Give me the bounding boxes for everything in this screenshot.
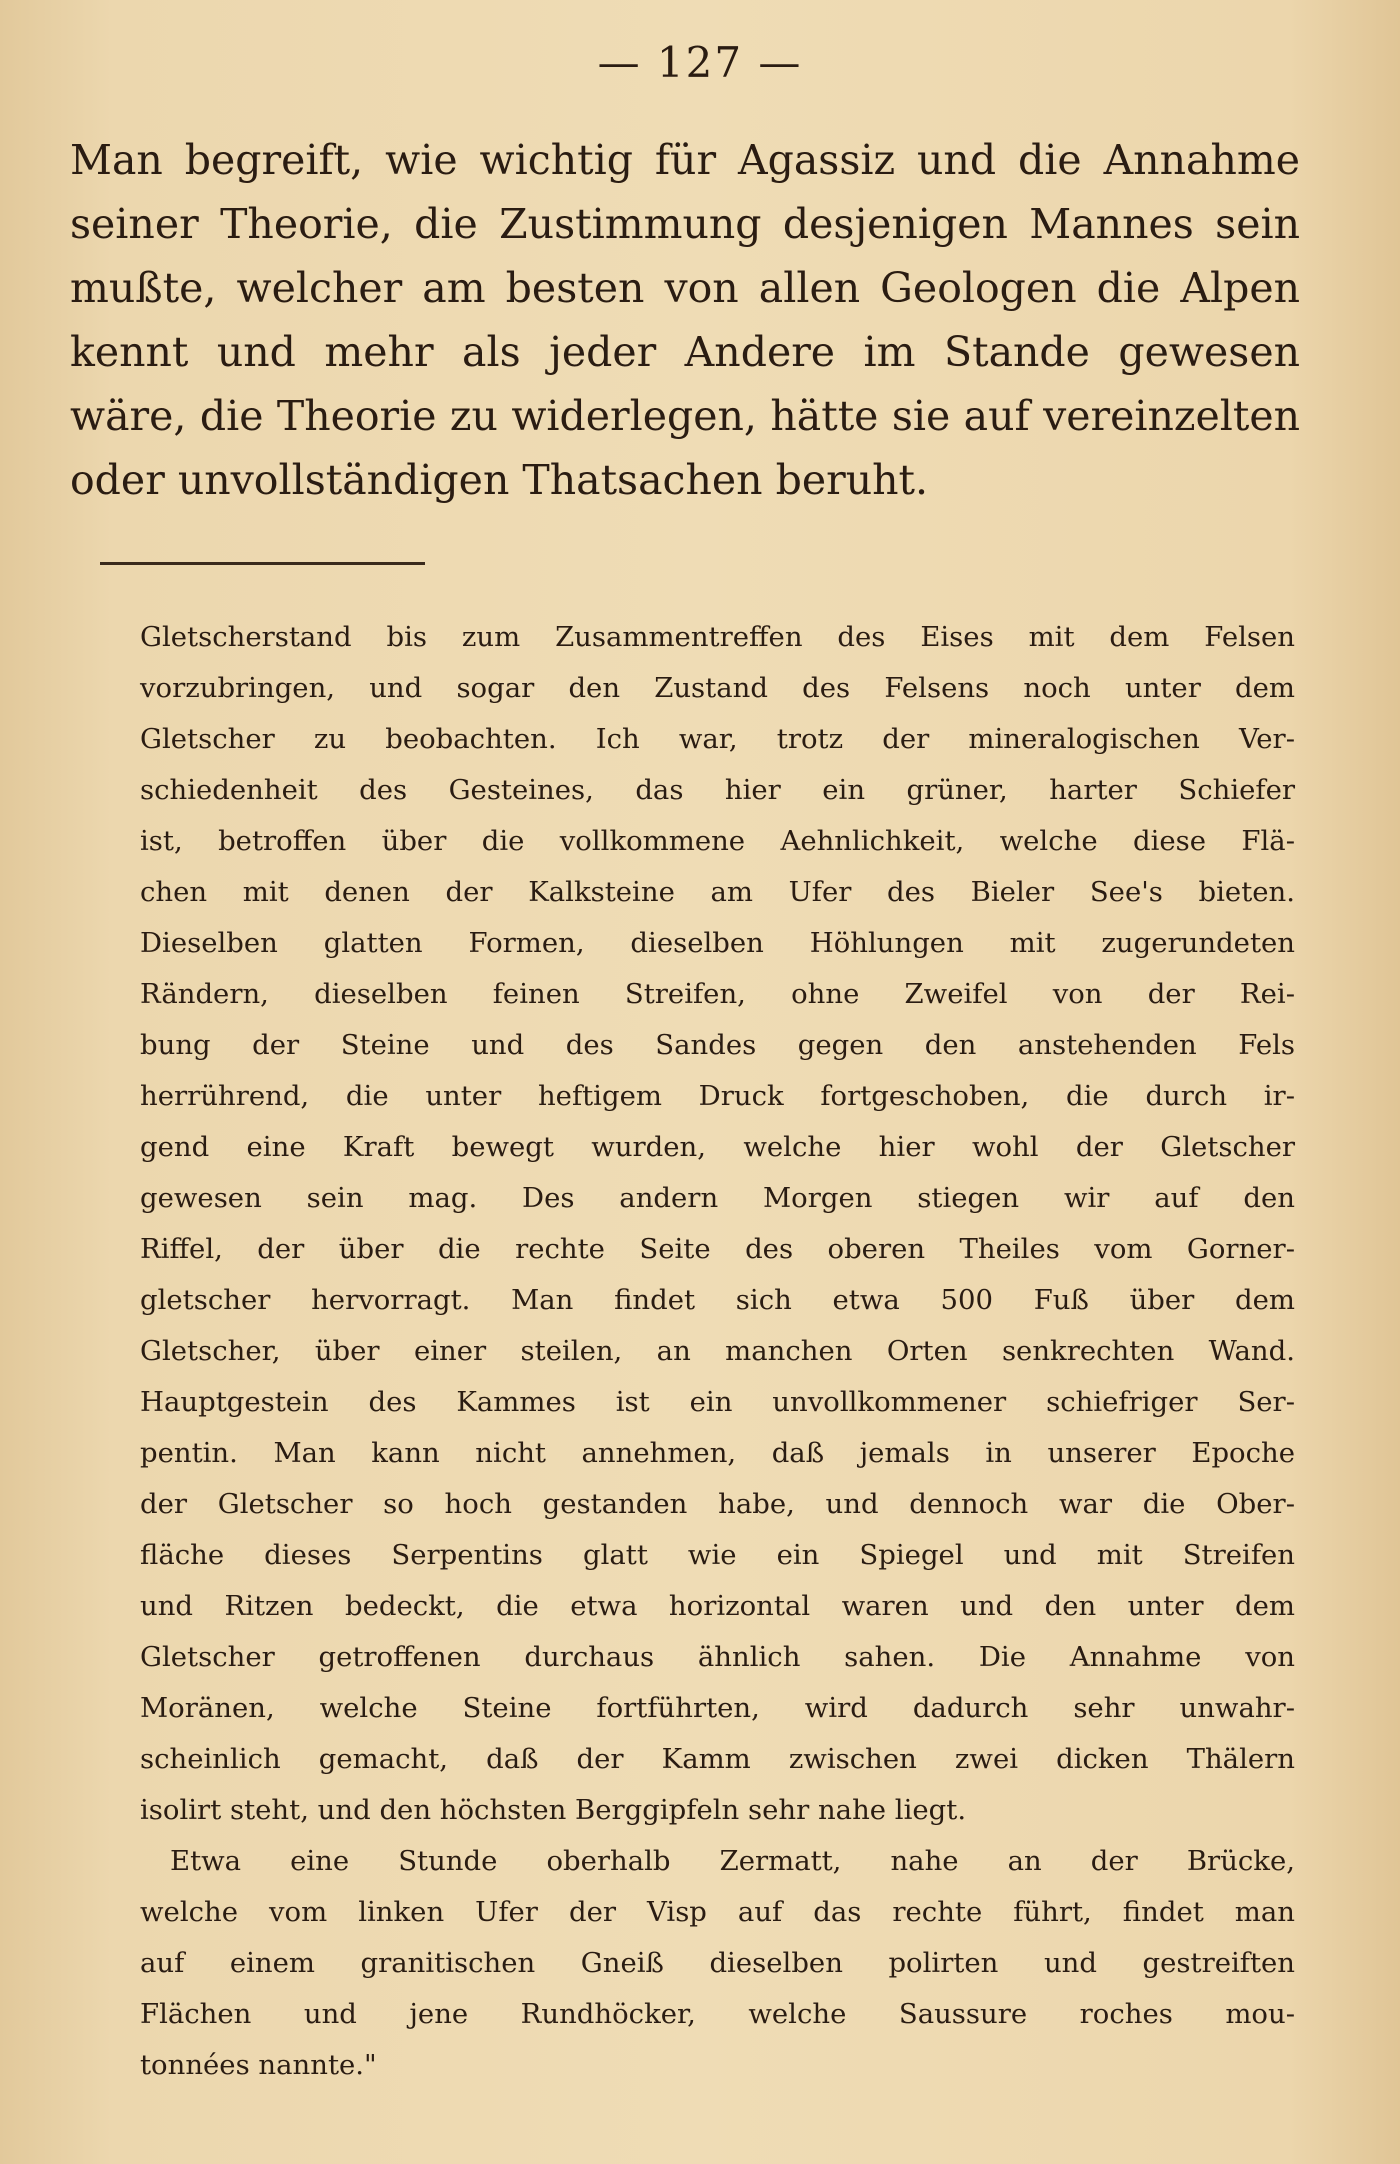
footnote-line: Flächen und jene Rundhöcker, welche Saussure roches mou-: [140, 1998, 1295, 2030]
footnote-line: Etwa eine Stunde oberhalb Zermatt, nahe an der Brücke,: [170, 1845, 1295, 1877]
main-text-line: mußte, welcher am besten von allen Geologen die Alpen: [70, 264, 1300, 312]
footnote-line: vorzubringen, und sogar den Zustand des Felsens noch unter dem: [140, 672, 1295, 704]
main-paragraph: [70, 128, 1300, 512]
footnote-line: gletscher hervorragt. Man findet sich etwa 500 Fuß über dem: [140, 1284, 1295, 1316]
footnote-line: herrührend, die unter heftigem Druck fortgeschoben, die durch ir-: [140, 1080, 1295, 1112]
main-text-line: Man begreift, wie wichtig für Agassiz und die Annahme: [70, 136, 1300, 184]
main-text-line: oder unvollständigen Thatsachen beruht.: [70, 456, 929, 504]
footnote-line: scheinlich gemacht, daß der Kamm zwischen zwei dicken Thälern: [140, 1743, 1295, 1775]
footnote-line: Moränen, welche Steine fortführten, wird dadurch sehr unwahr-: [140, 1692, 1295, 1724]
footnote-line: der Gletscher so hoch gestanden habe, und dennoch war die Ober-: [140, 1488, 1295, 1520]
footnote-line: welche vom linken Ufer der Visp auf das rechte führt, findet man: [140, 1896, 1295, 1928]
footnote-line: chen mit denen der Kalksteine am Ufer des Bieler See's bieten.: [140, 876, 1295, 908]
footnote-line: schiedenheit des Gesteines, das hier ein grüner, harter Schiefer: [140, 774, 1295, 806]
footnote-line: Dieselben glatten Formen, dieselben Höhlungen mit zugerundeten: [140, 927, 1295, 959]
footnote-line: auf einem granitischen Gneiß dieselben polirten und gestreiften: [140, 1947, 1295, 1979]
footnote-line: isolirt steht, und den höchsten Berggipfeln sehr nahe liegt.: [140, 1794, 967, 1826]
footnote-line: Gletscher getroffenen durchaus ähnlich sahen. Die Annahme von: [140, 1641, 1295, 1673]
footnote-line: Hauptgestein des Kammes ist ein unvollkommener schiefriger Ser-: [140, 1386, 1295, 1418]
footnote-line: Rändern, dieselben feinen Streifen, ohne Zweifel von der Rei-: [140, 978, 1295, 1010]
footnote-block: [140, 612, 1295, 2091]
footnote-line: fläche dieses Serpentins glatt wie ein Spiegel und mit Streifen: [140, 1539, 1295, 1571]
footnote-line: und Ritzen bedeckt, die etwa horizontal waren und den unter dem: [140, 1590, 1295, 1622]
main-text-line: kennt und mehr als jeder Andere im Stande gewesen: [70, 328, 1300, 376]
footnote-line: gend eine Kraft bewegt wurden, welche hier wohl der Gletscher: [140, 1131, 1295, 1163]
footnote-line: Riffel, der über die rechte Seite des oberen Theiles vom Gorner-: [140, 1233, 1295, 1265]
main-text-line: seiner Theorie, die Zustimmung desjenigen Mannes sein: [70, 200, 1300, 248]
footnote-line: gewesen sein mag. Des andern Morgen stiegen wir auf den: [140, 1182, 1295, 1214]
footnote-line: bung der Steine und des Sandes gegen den anstehenden Fels: [140, 1029, 1295, 1061]
footnote-line: Gletscherstand bis zum Zusammentreffen des Eises mit dem Felsen: [140, 621, 1295, 653]
footnote-line: ist, betroffen über die vollkommene Aehnlichkeit, welche diese Flä-: [140, 825, 1295, 857]
footnote-line: Gletscher zu beobachten. Ich war, trotz der mineralogischen Ver-: [140, 723, 1295, 755]
footnote-divider: [100, 562, 425, 565]
main-text-line: wäre, die Theorie zu widerlegen, hätte sie auf vereinzelten: [70, 392, 1300, 440]
page-number: — 127 —: [597, 38, 803, 87]
footnote-line: tonnées nannte.": [140, 2049, 377, 2081]
footnote-line: pentin. Man kann nicht annehmen, daß jemals in unserer Epoche: [140, 1437, 1295, 1469]
footnote-line: Gletscher, über einer steilen, an manchen Orten senkrechten Wand.: [140, 1335, 1295, 1367]
